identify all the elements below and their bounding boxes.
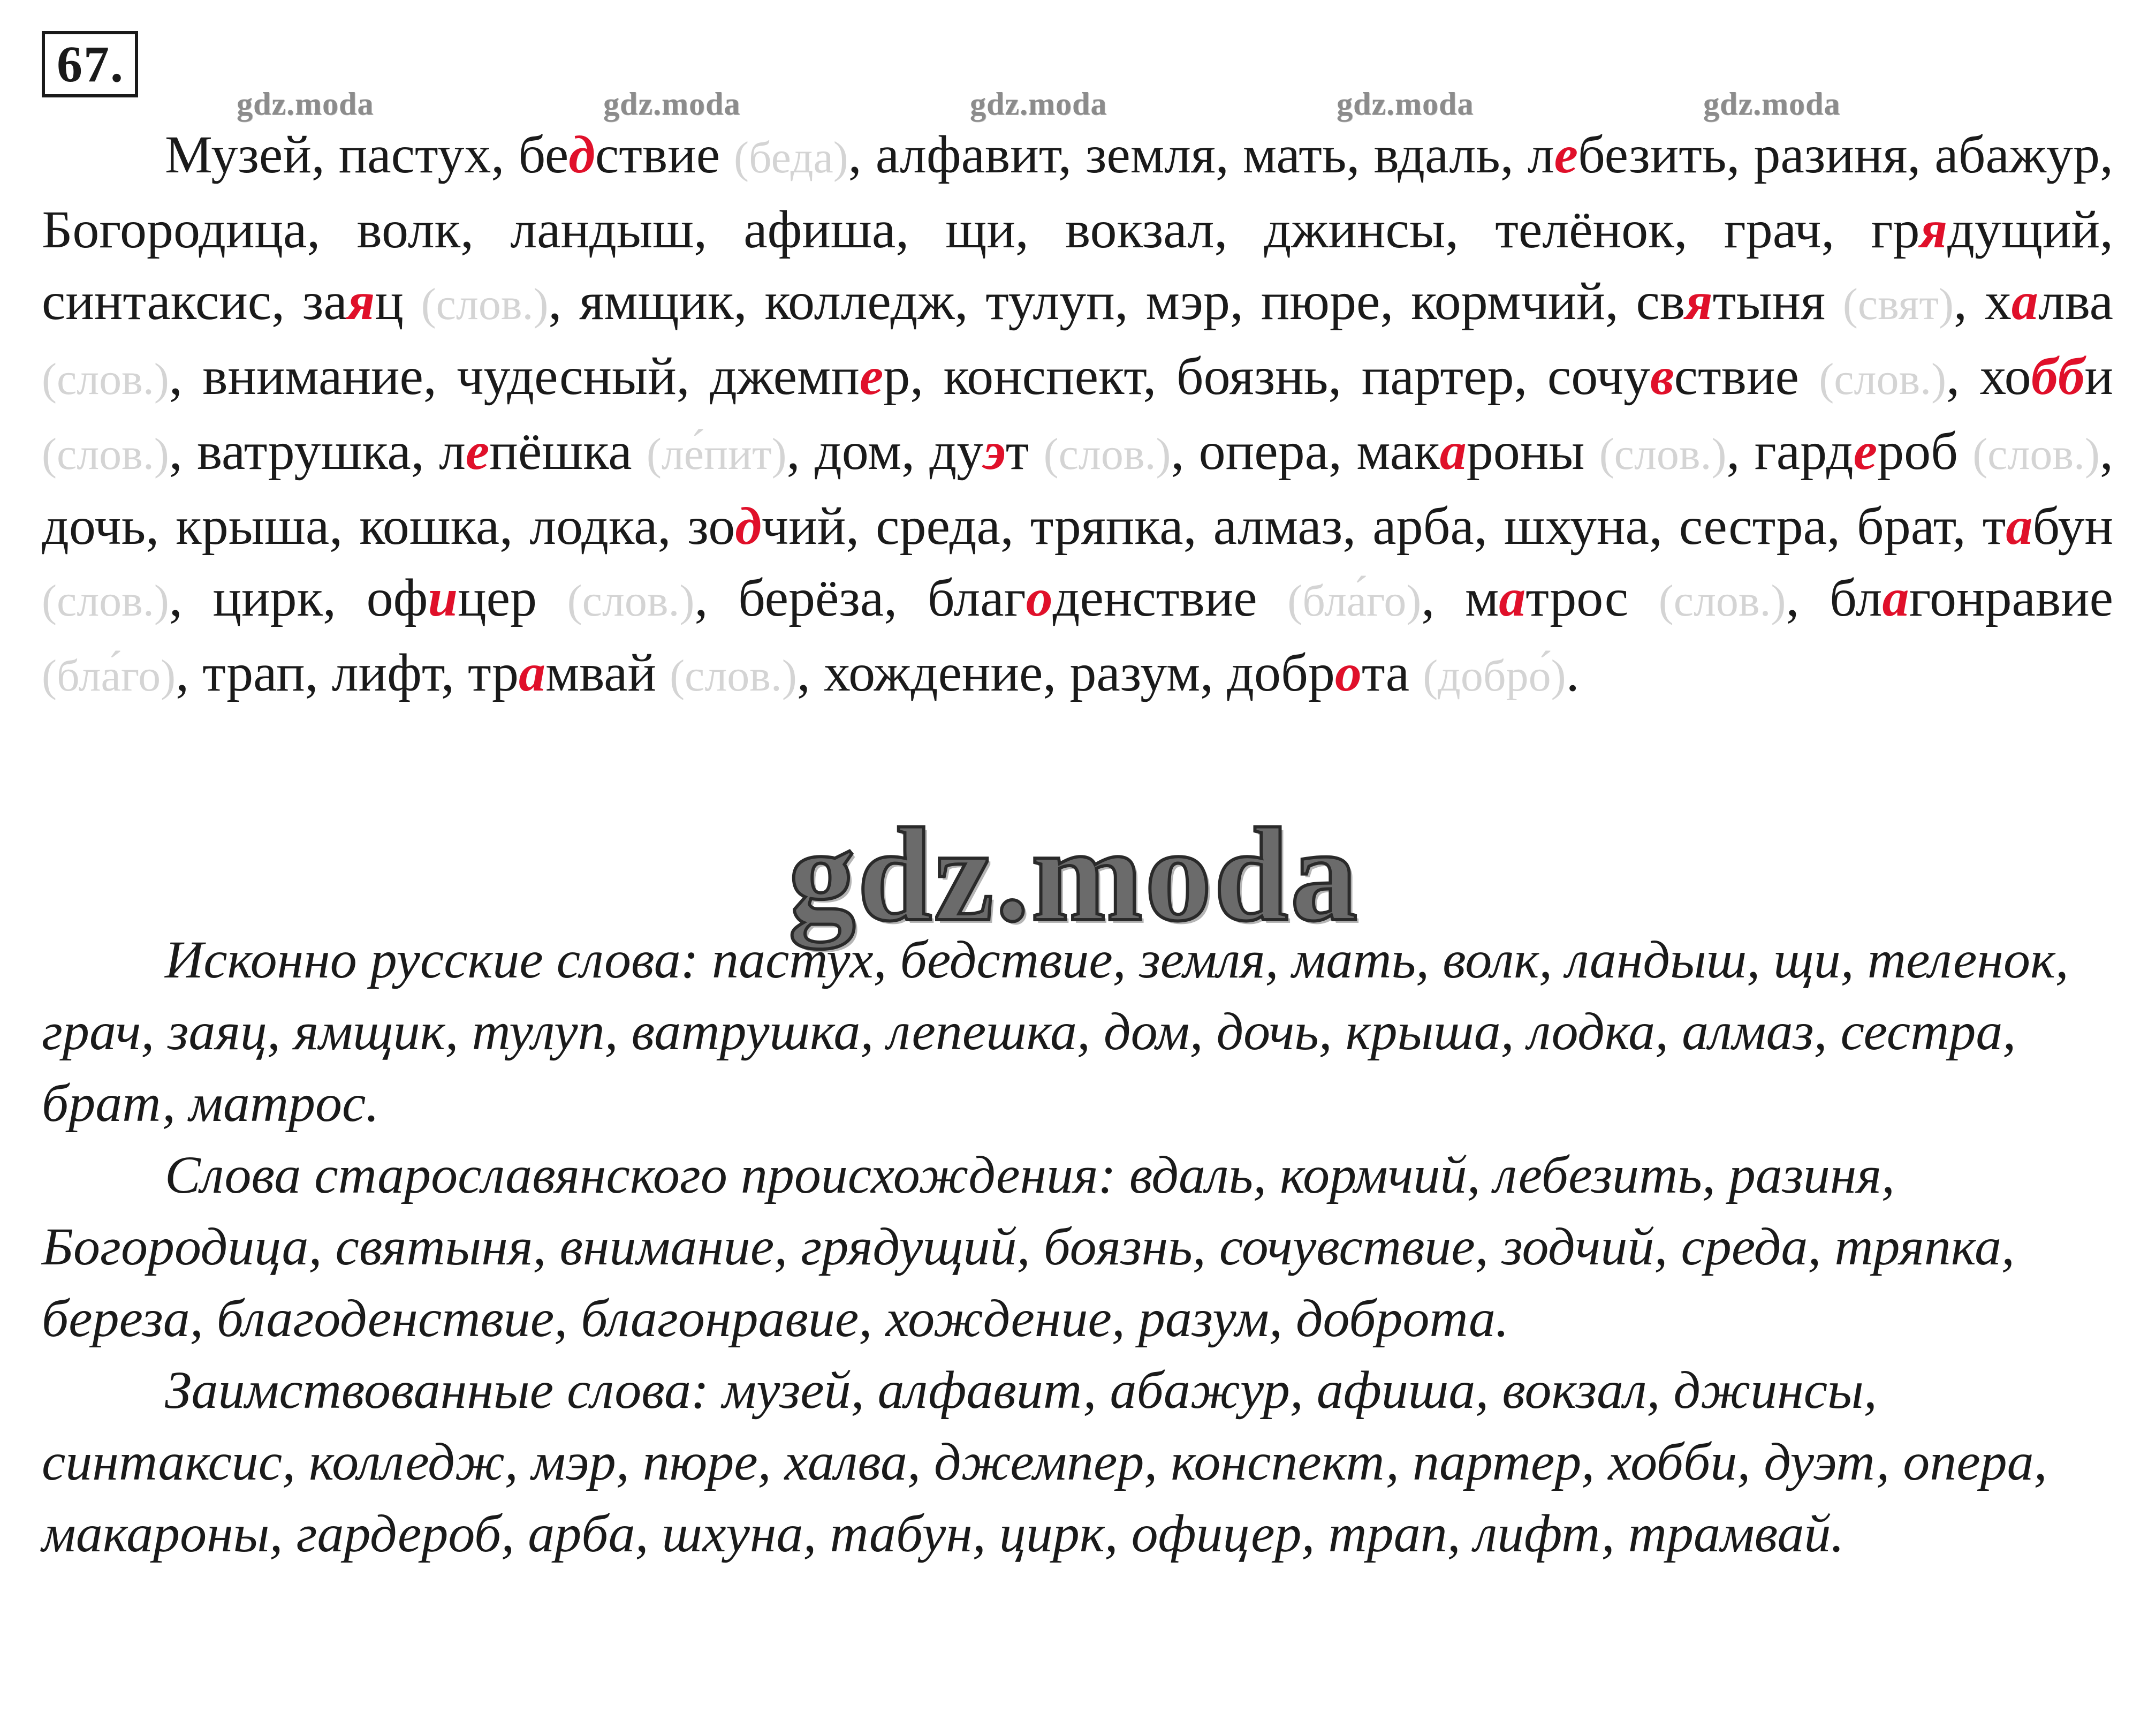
highlighted-letter: е <box>859 346 884 406</box>
highlighted-letter: а <box>1439 421 1467 481</box>
check-word-note: (добро́) <box>1423 651 1566 701</box>
word-text: цер <box>458 568 567 627</box>
word-text: дущий, синтаксис, за <box>42 200 2113 331</box>
word-text: , трап, лифт, тр <box>176 643 519 702</box>
word-text: бун <box>2032 496 2113 556</box>
word-text: р, конспект, боязнь, партер, сочу <box>883 346 1650 406</box>
word-text: ц <box>375 271 421 331</box>
highlighted-letter: е <box>1554 125 1578 184</box>
word-text: лва <box>2038 271 2114 331</box>
word-text: , дом, ду <box>786 421 984 481</box>
highlighted-letter: д <box>568 125 595 184</box>
watermark-small: gdz.moda <box>1703 86 1841 122</box>
check-word-note: (слов.) <box>1043 429 1171 479</box>
highlighted-letter: а <box>1882 568 1909 627</box>
check-word-note: (слов.) <box>421 279 549 329</box>
watermark-small: gdz.moda <box>1337 86 1474 122</box>
highlighted-letter: и <box>428 568 458 627</box>
highlighted-letter: а <box>2006 496 2033 556</box>
check-word-note: (слов.) <box>670 651 797 701</box>
category-borrowed: Заимствованные слова: музей, алфавит, абажур, афиша, вокзал, джинсы, синтаксис, колледж, мэр, пюре, халва, джемпер, конспект, партер, хобби, дуэт, опера, макароны, гардероб, арба, шхуна, табун, цирк, офицер, трап, лифт, трамвай. <box>42 1360 2047 1563</box>
word-text: та <box>1361 643 1423 702</box>
check-word-note: (слов.) <box>42 576 169 626</box>
category-native-russian: Исконно русские слова: пастух, бедствие, земля, мать, волк, ландыш, щи, теленок, грач, заяц, ямщик, тулуп, ватрушка, лепешка, дом, дочь, крыша, лодка, алмаз, сестра, брат, матрос. <box>42 930 2069 1133</box>
highlighted-letter: я <box>1919 200 1948 259</box>
word-text: , гард <box>1726 421 1854 481</box>
highlighted-letter: я <box>1685 271 1713 331</box>
word-text: и <box>2084 346 2113 406</box>
check-word-note: (слов.) <box>42 429 169 479</box>
watermark-small: gdz.moda <box>970 86 1107 122</box>
word-text: гонравие <box>1909 568 2113 627</box>
word-text: мвай <box>545 643 670 702</box>
word-text: роны <box>1466 421 1599 481</box>
word-text: , дочь, крыша, кошка, лодка, зо <box>42 421 2113 556</box>
highlighted-letter: а <box>1499 568 1526 627</box>
word-text: чий, среда, тряпка, алмаз, арба, шхуна, сестра, брат, т <box>761 496 2006 556</box>
word-text: Музей, пастух, бе <box>165 125 569 184</box>
word-text: , ямщик, колледж, тулуп, мэр, пюре, кормчий, св <box>548 271 1686 331</box>
highlighted-letter: д <box>735 496 762 556</box>
word-text: ствие <box>595 125 734 184</box>
word-text: роб <box>1877 421 1973 481</box>
word-text: денствие <box>1052 568 1288 627</box>
highlighted-letter: а <box>518 643 545 702</box>
task-number-box: 67. <box>42 31 138 97</box>
word-text: пёшка <box>489 421 647 481</box>
word-text: трос <box>1525 568 1659 627</box>
highlighted-letter: о <box>1026 568 1053 627</box>
check-word-note: (слов.) <box>567 576 695 626</box>
check-word-note: (бла́го) <box>1287 576 1422 626</box>
highlighted-letter: е <box>465 421 490 481</box>
word-text: , х <box>1954 271 2012 331</box>
watermark-small: gdz.moda <box>603 86 741 122</box>
highlighted-letter: о <box>1334 643 1362 702</box>
exercise-word-list <box>42 119 2113 712</box>
category-old-slavonic: Слова старославянского происхождения: вдаль, кормчий, лебезить, разиня, Богородица, святыня, внимание, грядущий, боязнь, сочувствие, зодчий, среда, тряпка, береза, благоденствие, благонравие, хождение, разум, доброта. <box>42 1145 2015 1348</box>
watermark-large: gdz.moda <box>788 801 1360 949</box>
highlighted-letter: в <box>1650 346 1674 406</box>
answer-categories <box>42 924 2113 1570</box>
word-text: , внимание, чудесный, джемп <box>169 346 860 406</box>
word-text: , опера, мак <box>1171 421 1440 481</box>
word-text: ствие <box>1674 346 1819 406</box>
word-text: , алфавит, земля, мать, вдаль, л <box>848 125 1554 184</box>
watermark-small: gdz.moda <box>237 86 374 122</box>
highlighted-letter: е <box>1853 421 1878 481</box>
word-text: . <box>1566 643 1580 702</box>
word-text: , бл <box>1786 568 1883 627</box>
check-word-note: (свят) <box>1842 279 1954 329</box>
check-word-note: (беда) <box>734 133 848 183</box>
word-text: , хождение, разум, добр <box>796 643 1335 702</box>
highlighted-letter: а <box>2011 271 2038 331</box>
check-word-note: (слов.) <box>1658 576 1786 626</box>
check-word-note: (слов.) <box>1972 429 2100 479</box>
check-word-note: (слов.) <box>1819 354 1947 404</box>
word-text: тыня <box>1712 271 1843 331</box>
word-text: , цирк, оф <box>169 568 428 627</box>
word-text: , берёза, благ <box>694 568 1026 627</box>
word-text: т <box>1005 421 1044 481</box>
word-text: , ватрушка, л <box>169 421 466 481</box>
word-text: , хо <box>1946 346 2031 406</box>
check-word-note: (слов.) <box>1599 429 1727 479</box>
highlighted-letter: э <box>983 421 1006 481</box>
check-word-note: (бла́го) <box>42 651 176 701</box>
highlighted-letter: бб <box>2031 346 2085 406</box>
word-text: безить, разиня, абажур, Богородица, волк, ландыш, афиша, щи, вокзал, джинсы, телёнок, грач, гр <box>42 125 2113 259</box>
word-text: , м <box>1421 568 1499 627</box>
highlighted-letter: я <box>347 271 375 331</box>
check-word-note: (слов.) <box>42 354 169 404</box>
check-word-note: (ле́пит) <box>646 429 787 479</box>
